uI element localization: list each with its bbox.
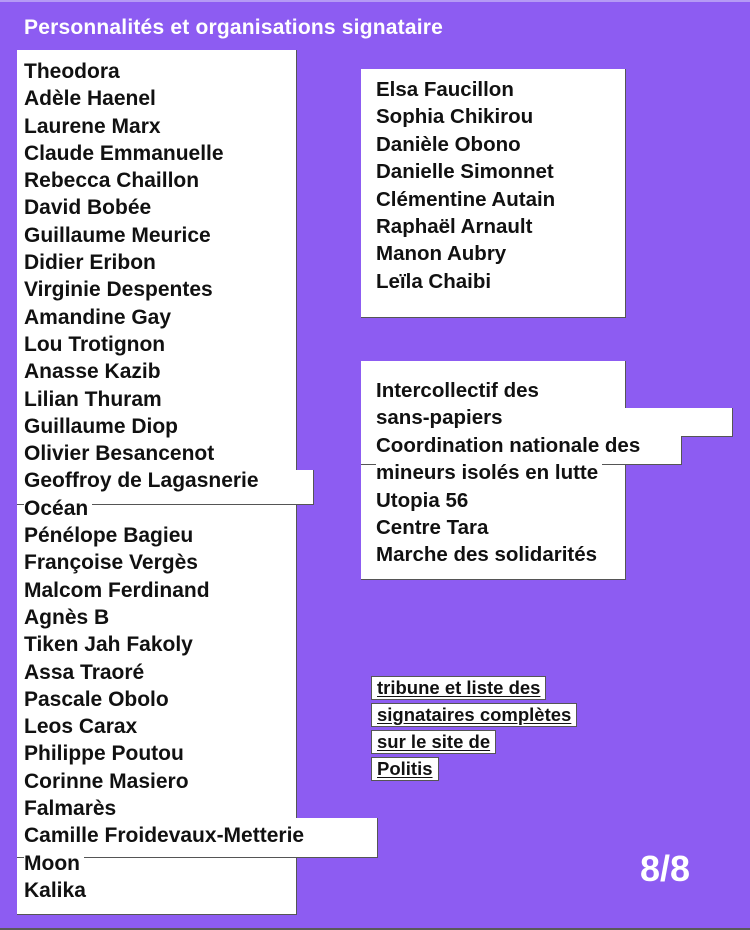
politicians-list bbox=[376, 76, 559, 295]
politician-name-row bbox=[376, 158, 559, 185]
organisation-name: Centre Tara bbox=[376, 514, 492, 541]
organisation-name: Utopia 56 bbox=[376, 487, 472, 514]
personality-name: Adèle Haenel bbox=[24, 85, 160, 112]
personality-name-row bbox=[24, 631, 308, 658]
personality-name: Theodora bbox=[24, 58, 124, 85]
politician-name-row bbox=[376, 103, 559, 130]
personality-name: Leos Carax bbox=[24, 713, 141, 740]
personality-name-row bbox=[24, 822, 308, 849]
organisation-name-row bbox=[376, 377, 644, 404]
personality-name-row bbox=[24, 768, 308, 795]
organisation-name-row bbox=[376, 459, 644, 486]
personality-name-row bbox=[24, 850, 308, 877]
tribune-line-row bbox=[371, 703, 577, 730]
personality-name: Guillaume Diop bbox=[24, 413, 182, 440]
personality-name: Lou Trotignon bbox=[24, 331, 169, 358]
personality-name: Kalika bbox=[24, 877, 90, 904]
personality-name-row bbox=[24, 659, 308, 686]
personality-name-row bbox=[24, 194, 308, 221]
personality-name: Amandine Gay bbox=[24, 304, 175, 331]
politician-name: Clémentine Autain bbox=[376, 186, 559, 213]
tribune-link-line[interactable]: sur le site de bbox=[371, 730, 496, 754]
personality-name: Pascale Obolo bbox=[24, 686, 173, 713]
page-number: 8/8 bbox=[640, 848, 691, 889]
personality-name: Geoffroy de Lagasnerie bbox=[24, 467, 263, 494]
personality-name-row bbox=[24, 222, 308, 249]
tribune-line-row bbox=[371, 676, 577, 703]
organisation-name: Coordination nationale des bbox=[376, 432, 644, 459]
organisations-list bbox=[376, 377, 644, 569]
personality-name-row bbox=[24, 495, 308, 522]
politician-name-row bbox=[376, 186, 559, 213]
personality-name-row bbox=[24, 877, 308, 904]
politician-name: Leïla Chaibi bbox=[376, 268, 495, 295]
personality-name-row bbox=[24, 549, 308, 576]
personality-name: Claude Emmanuelle bbox=[24, 140, 228, 167]
personality-name: Corinne Masiero bbox=[24, 768, 193, 795]
personality-name-row bbox=[24, 467, 308, 494]
personality-name-row bbox=[24, 331, 308, 358]
politician-name-row bbox=[376, 268, 559, 295]
personality-name-row bbox=[24, 304, 308, 331]
organisation-name: Intercollectif des bbox=[376, 377, 543, 404]
personality-name: Françoise Vergès bbox=[24, 549, 202, 576]
personality-name-row bbox=[24, 58, 308, 85]
organisation-name-row bbox=[376, 432, 644, 459]
personality-name-row bbox=[24, 686, 308, 713]
personality-name-row bbox=[24, 577, 308, 604]
personality-name-row bbox=[24, 795, 308, 822]
top-border bbox=[0, 0, 750, 2]
slide-title: Personnalités et organisations signataire bbox=[24, 16, 443, 39]
personality-name: Lilian Thuram bbox=[24, 386, 166, 413]
personality-name-row bbox=[24, 85, 308, 112]
organisation-name: sans-papiers bbox=[376, 404, 506, 431]
organisation-name-row bbox=[376, 404, 644, 431]
personality-name: Anasse Kazib bbox=[24, 358, 165, 385]
tribune-line-row bbox=[371, 730, 577, 757]
personality-name-row bbox=[24, 413, 308, 440]
tribune-link-line[interactable]: signataires complètes bbox=[371, 703, 577, 727]
personality-name-row bbox=[24, 440, 308, 467]
tribune-link-line[interactable]: Politis bbox=[371, 757, 439, 781]
personality-name: Philippe Poutou bbox=[24, 740, 188, 767]
personality-name: Rebecca Chaillon bbox=[24, 167, 203, 194]
personality-name: Malcom Ferdinand bbox=[24, 577, 214, 604]
tribune-line-row bbox=[371, 757, 577, 784]
personality-name: Agnès B bbox=[24, 604, 113, 631]
personality-name-row bbox=[24, 740, 308, 767]
politician-name-row bbox=[376, 240, 559, 267]
personality-name-row bbox=[24, 113, 308, 140]
politician-name: Elsa Faucillon bbox=[376, 76, 518, 103]
organisation-name-row bbox=[376, 541, 644, 568]
organisation-name: mineurs isolés en lutte bbox=[376, 459, 602, 486]
personalities-list bbox=[24, 58, 308, 904]
politician-name: Danielle Simonnet bbox=[376, 158, 558, 185]
personality-name-row bbox=[24, 276, 308, 303]
politician-name-row bbox=[376, 131, 559, 158]
personality-name: Assa Traoré bbox=[24, 659, 148, 686]
personality-name-row bbox=[24, 140, 308, 167]
personality-name: Pénélope Bagieu bbox=[24, 522, 197, 549]
politician-name: Sophia Chikirou bbox=[376, 103, 537, 130]
organisation-name: Marche des solidarités bbox=[376, 541, 601, 568]
personality-name-row bbox=[24, 604, 308, 631]
personality-name-row bbox=[24, 713, 308, 740]
politician-name: Danièle Obono bbox=[376, 131, 525, 158]
personality-name: Moon bbox=[24, 850, 84, 877]
politician-name: Raphaël Arnault bbox=[376, 213, 536, 240]
personality-name-row bbox=[24, 167, 308, 194]
personality-name-row bbox=[24, 522, 308, 549]
politician-name-row bbox=[376, 213, 559, 240]
personality-name-row bbox=[24, 386, 308, 413]
tribune-link-block[interactable] bbox=[371, 676, 577, 784]
personality-name: Camille Froidevaux-Metterie bbox=[24, 822, 308, 849]
personality-name: Virginie Despentes bbox=[24, 276, 217, 303]
personality-name: Océan bbox=[24, 495, 92, 522]
personality-name: Tiken Jah Fakoly bbox=[24, 631, 197, 658]
personality-name-row bbox=[24, 249, 308, 276]
organisation-name-row bbox=[376, 514, 644, 541]
personality-name: Guillaume Meurice bbox=[24, 222, 215, 249]
personality-name: Didier Eribon bbox=[24, 249, 160, 276]
organisation-name-row bbox=[376, 487, 644, 514]
personality-name: Falmarès bbox=[24, 795, 120, 822]
politician-name: Manon Aubry bbox=[376, 240, 510, 267]
personality-name-row bbox=[24, 358, 308, 385]
personality-name: Laurene Marx bbox=[24, 113, 165, 140]
tribune-link-line[interactable]: tribune et liste des bbox=[371, 676, 546, 700]
personality-name: Olivier Besancenot bbox=[24, 440, 218, 467]
politician-name-row bbox=[376, 76, 559, 103]
personality-name: David Bobée bbox=[24, 194, 155, 221]
